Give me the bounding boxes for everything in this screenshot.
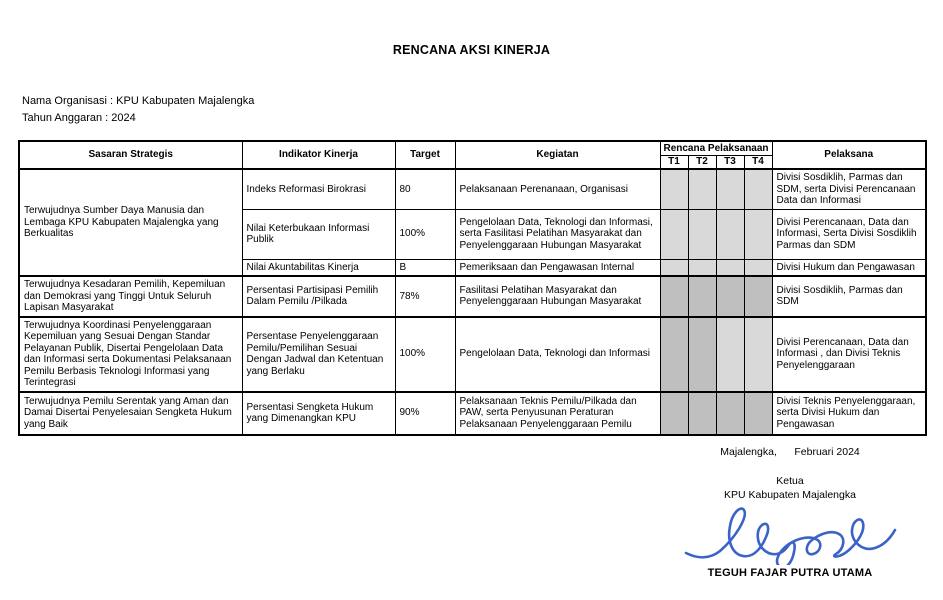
kegiatan-cell: Fasilitasi Pelatihan Masyarakat dan Penyelenggaraan Hubungan Masyarakat	[455, 276, 660, 317]
kegiatan-cell: Pemeriksaan dan Pengawasan Internal	[455, 259, 660, 276]
target-cell: 100%	[395, 209, 455, 259]
indikator-cell: Indeks Reformasi Birokrasi	[242, 169, 395, 209]
quarter-cell-t3	[716, 392, 744, 435]
sasaran-cell: Terwujudnya Koordinasi Penyelenggaraan Kepemiluan yang Sesuai Dengan Standar Pelayanan Publik, Disertai Pengelolaan Data dan Informasi serta Dokumentasi Pelaksanaan Pemilu Berbasis Teknologi Informasi yang Terintegrasi	[19, 317, 242, 392]
pelaksana-cell: Divisi Sosdiklih, Parmas dan SDM	[772, 276, 926, 317]
quarter-cell-t1	[660, 169, 688, 209]
signer-title: Ketua	[776, 475, 804, 487]
col-header-quarter-t1: T1	[660, 155, 688, 169]
col-header-kegiatan: Kegiatan	[455, 141, 660, 169]
quarter-cell-t4	[744, 259, 772, 276]
col-header-quarter-t2: T2	[688, 155, 716, 169]
signer-name: TEGUH FAJAR PUTRA UTAMA	[707, 567, 873, 579]
quarter-cell-t2	[688, 392, 716, 435]
indikator-cell: Nilai Keterbukaan Informasi Publik	[242, 209, 395, 259]
pelaksana-cell: Divisi Sosdiklih, Parmas dan SDM, serta Divisi Perencanaan Data dan Informasi	[772, 169, 926, 209]
quarter-cell-t4	[744, 317, 772, 392]
quarter-cell-t4	[744, 209, 772, 259]
quarter-cell-t2	[688, 259, 716, 276]
quarter-cell-t4	[744, 276, 772, 317]
indikator-cell: Persentasi Partisipasi Pemilih Dalam Pemilu /Pilkada	[242, 276, 395, 317]
sasaran-cell: Terwujudnya Kesadaran Pemilih, Kepemiluan dan Demokrasi yang Tinggi Untuk Seluruh Lapisan Masyarakat	[19, 276, 242, 317]
col-header-quarter-t3: T3	[716, 155, 744, 169]
quarter-cell-t3	[716, 169, 744, 209]
kegiatan-cell: Pengelolaan Data, Teknologi dan Informasi	[455, 317, 660, 392]
organization-name-line: Nama Organisasi : KPU Kabupaten Majalengka	[22, 95, 255, 107]
pelaksana-cell: Divisi Hukum dan Pengawasan	[772, 259, 926, 276]
pelaksana-cell: Divisi Teknis Penyelenggaraan, serta Divisi Hukum dan Pengawasan	[772, 392, 926, 435]
pelaksana-cell: Divisi Perencanaan, Data dan Informasi, Serta Divisi Sosdiklih Parmas dan SDM	[772, 209, 926, 259]
col-header-rencana-pelaksanaan: Rencana Pelaksanaan	[660, 141, 772, 155]
place-date-line: Majalengka, Februari 2024	[720, 446, 860, 458]
quarter-cell-t2	[688, 209, 716, 259]
col-header-sasaran-strategis: Sasaran Strategis	[19, 141, 242, 169]
page-title: RENCANA AKSI KINERJA	[392, 43, 551, 57]
signature-scribble-icon	[640, 503, 940, 565]
quarter-cell-t2	[688, 169, 716, 209]
kegiatan-cell: Pengelolaan Data, Teknologi dan Informasi, serta Fasilitasi Pelatihan Masyarakat dan Penyelenggaraan Hubungan Masyarakat	[455, 209, 660, 259]
target-cell: 80	[395, 169, 455, 209]
quarter-cell-t1	[660, 276, 688, 317]
fiscal-year-line: Tahun Anggaran : 2024	[22, 112, 136, 124]
quarter-cell-t3	[716, 259, 744, 276]
sasaran-cell: Terwujudnya Sumber Daya Manusia dan Lembaga KPU Kabupaten Majalengka yang Berkualitas	[19, 169, 242, 276]
target-cell: B	[395, 259, 455, 276]
col-header-target: Target	[395, 141, 455, 169]
performance-action-plan-table	[18, 140, 927, 436]
table-row	[19, 276, 926, 317]
target-cell: 78%	[395, 276, 455, 317]
quarter-cell-t2	[688, 317, 716, 392]
col-header-quarter-t4: T4	[744, 155, 772, 169]
signer-organization: KPU Kabupaten Majalengka	[724, 489, 856, 501]
target-cell: 100%	[395, 317, 455, 392]
indikator-cell: Persentasi Sengketa Hukum yang Dimenangkan KPU	[242, 392, 395, 435]
target-cell: 90%	[395, 392, 455, 435]
quarter-cell-t1	[660, 259, 688, 276]
quarter-cell-t3	[716, 209, 744, 259]
quarter-cell-t3	[716, 317, 744, 392]
table-row	[19, 392, 926, 435]
quarter-cell-t4	[744, 169, 772, 209]
indikator-cell: Persentase Penyelenggaraan Pemilu/Pemilihan Sesuai Dengan Jadwal dan Ketentuan yang Berlaku	[242, 317, 395, 392]
kegiatan-cell: Pelaksanaan Perenanaan, Organisasi	[455, 169, 660, 209]
col-header-pelaksana: Pelaksana	[772, 141, 926, 169]
quarter-cell-t3	[716, 276, 744, 317]
quarter-cell-t4	[744, 392, 772, 435]
quarter-cell-t1	[660, 317, 688, 392]
pelaksana-cell: Divisi Perencanaan, Data dan Informasi , dan Divisi Teknis Penyelenggaraan	[772, 317, 926, 392]
col-header-indikator-kinerja: Indikator Kinerja	[242, 141, 395, 169]
quarter-cell-t1	[660, 392, 688, 435]
sasaran-cell: Terwujudnya Pemilu Serentak yang Aman dan Damai Disertai Penyelesaian Sengketa Hukum yang Baik	[19, 392, 242, 435]
signature-block	[640, 446, 940, 579]
table-row	[19, 317, 926, 392]
quarter-cell-t2	[688, 276, 716, 317]
indikator-cell: Nilai Akuntabilitas Kinerja	[242, 259, 395, 276]
quarter-cell-t1	[660, 209, 688, 259]
table-row	[19, 169, 926, 209]
kegiatan-cell: Pelaksanaan Teknis Pemilu/Pilkada dan PAW, serta Penyusunan Peraturan Pelaksanaan Penyelenggaraan Pemilu	[455, 392, 660, 435]
